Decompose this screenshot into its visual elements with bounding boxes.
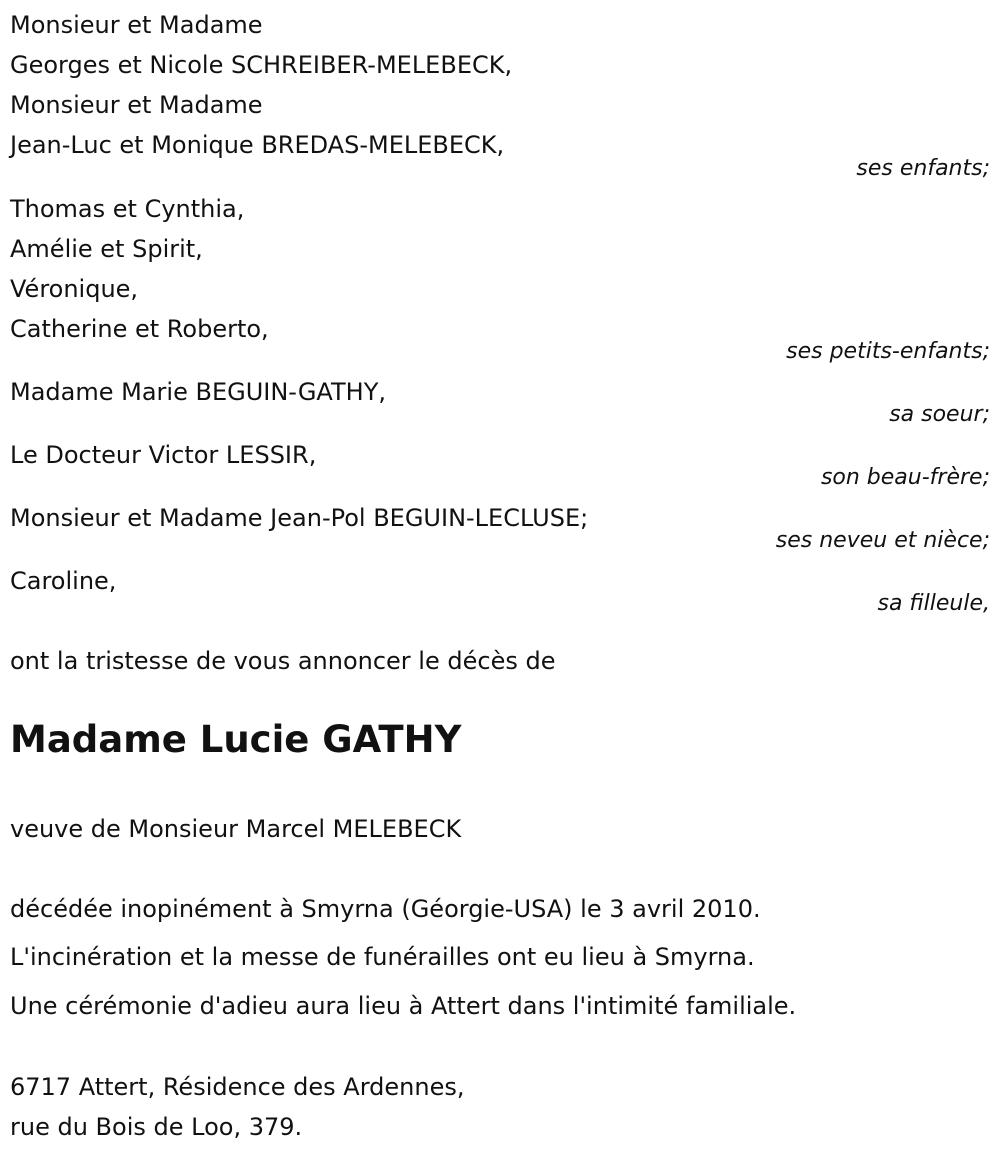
nephew-niece-role: ses neveu et nièce; xyxy=(775,528,990,553)
children-line: Monsieur et Madame xyxy=(10,11,263,39)
grandchildren-role: ses petits-enfants; xyxy=(786,339,990,364)
children-line: Jean-Luc et Monique BREDAS-MELEBECK, xyxy=(10,131,505,159)
sister-name: Madame Marie BEGUIN-GATHY, xyxy=(10,378,386,406)
ceremony-detail: Une cérémonie d'adieu aura lieu à Attert dans l'intimité familiale. xyxy=(10,992,797,1020)
brother-in-law-role: son beau-frère; xyxy=(820,465,990,490)
children-line: Monsieur et Madame xyxy=(10,91,263,119)
funeral-detail: L'incinération et la messe de funérailles ont eu lieu à Smyrna. xyxy=(10,943,755,971)
grandchildren-line: Thomas et Cynthia, xyxy=(10,195,245,223)
death-detail: décédée inopinément à Smyrna (Géorgie-USA) le 3 avril 2010. xyxy=(10,895,761,923)
nephew-niece-name: Monsieur et Madame Jean-Pol BEGUIN-LECLUSE; xyxy=(10,504,589,532)
grandchildren-line: Véronique, xyxy=(10,275,139,303)
children-role: ses enfants; xyxy=(856,156,990,181)
brother-in-law-name: Le Docteur Victor LESSIR, xyxy=(10,441,317,469)
address-line-2: rue du Bois de Loo, 379. xyxy=(10,1113,303,1141)
announcement-text: ont la tristesse de vous annoncer le décès de xyxy=(10,647,556,675)
sister-role: sa soeur; xyxy=(889,402,990,427)
grandchildren-line: Catherine et Roberto, xyxy=(10,315,269,343)
widow-of-text: veuve de Monsieur Marcel MELEBECK xyxy=(10,815,462,843)
children-line: Georges et Nicole SCHREIBER-MELEBECK, xyxy=(10,51,513,79)
obituary-notice xyxy=(10,0,990,1161)
goddaughter-role: sa filleule, xyxy=(877,591,990,616)
grandchildren-line: Amélie et Spirit, xyxy=(10,235,203,263)
address-line-1: 6717 Attert, Résidence des Ardennes, xyxy=(10,1073,465,1101)
deceased-name: Madame Lucie GATHY xyxy=(10,718,462,761)
goddaughter-name: Caroline, xyxy=(10,567,117,595)
